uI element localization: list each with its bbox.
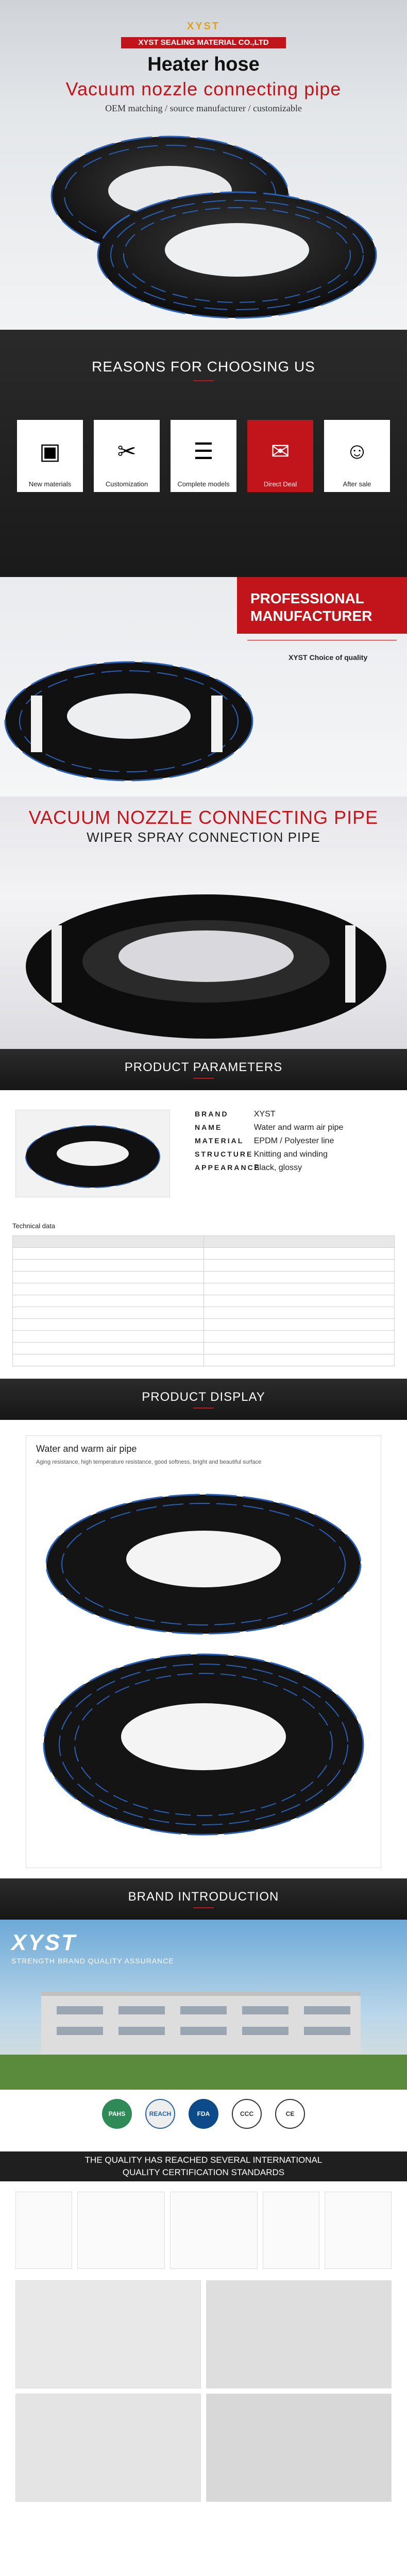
top-coil bbox=[46, 1495, 361, 1634]
hero-title: Heater hose bbox=[147, 54, 260, 75]
hero-banner bbox=[0, 0, 407, 330]
param-key: NAME bbox=[195, 1123, 223, 1131]
certificate-document bbox=[263, 2192, 319, 2269]
vacuum-nozzle-section bbox=[0, 796, 407, 1049]
brand-introduction-header bbox=[0, 1878, 407, 1920]
hose-roll-image bbox=[10, 848, 397, 1044]
param-key: APPEARANCE bbox=[195, 1163, 261, 1172]
reasons-section bbox=[0, 330, 407, 577]
hose-coil-image bbox=[0, 639, 268, 788]
param-row-brand bbox=[195, 1109, 276, 1119]
product-parameters-section bbox=[0, 1090, 407, 1379]
table-row bbox=[13, 1283, 395, 1295]
hero-tagline: OEM matching / source manufacturer / customizable bbox=[105, 103, 302, 113]
brand-introduction-title: BRAND INTRODUCTION bbox=[128, 1890, 279, 1904]
quality-certification-banner bbox=[0, 2151, 407, 2181]
product-parameters-header bbox=[0, 1049, 407, 1090]
professional-line1: PROFESSIONAL bbox=[250, 590, 364, 606]
brand-slogan: STRENGTH BRAND QUALITY ASSURANCE bbox=[11, 1957, 174, 1965]
table-row bbox=[13, 1319, 395, 1331]
param-row-material bbox=[195, 1136, 334, 1146]
table-row bbox=[13, 1354, 395, 1366]
reason-card-after-sale bbox=[324, 420, 390, 492]
param-key: STRUCTURE bbox=[195, 1150, 253, 1158]
tools-icon: ✂ bbox=[117, 438, 137, 464]
product-display-title: PRODUCT DISPLAY bbox=[142, 1390, 265, 1404]
warehouse-photo bbox=[206, 2394, 392, 2502]
reason-card-complete-models bbox=[171, 420, 236, 492]
reason-label: Complete models bbox=[177, 480, 230, 488]
quality-line1: THE QUALITY HAS REACHED SEVERAL INTERNATIONAL bbox=[84, 2155, 323, 2165]
table-row bbox=[13, 1343, 395, 1354]
workshop-photo bbox=[206, 2280, 392, 2388]
reason-label: Direct Deal bbox=[263, 480, 297, 488]
table-row bbox=[13, 1307, 395, 1319]
param-row-name bbox=[195, 1122, 343, 1132]
table-row bbox=[13, 1295, 395, 1307]
vacuum-title: VACUUM NOZZLE CONNECTING PIPE bbox=[28, 807, 379, 828]
certificate-document bbox=[77, 2192, 165, 2269]
certificate-document bbox=[325, 2192, 392, 2269]
professional-band bbox=[237, 577, 407, 634]
reach-cert-icon: REACH bbox=[145, 2099, 175, 2129]
pahs-cert-icon: PAHS bbox=[102, 2099, 132, 2129]
reasons-title: REASONS FOR CHOOSING US bbox=[92, 359, 315, 375]
certification-icons bbox=[0, 2099, 407, 2140]
reasons-icon-row bbox=[17, 420, 390, 492]
certificate-document bbox=[15, 2192, 72, 2269]
table-row bbox=[13, 1272, 395, 1283]
factory-building bbox=[41, 1992, 361, 2054]
professional-manufacturer-section bbox=[0, 577, 407, 796]
professional-line2: MANUFACTURER bbox=[250, 608, 372, 624]
front-coil bbox=[98, 192, 376, 318]
checklist-icon: ☰ bbox=[193, 438, 214, 464]
table-row bbox=[13, 1331, 395, 1343]
focus-line bbox=[247, 638, 397, 640]
product-parameters-title: PRODUCT PARAMETERS bbox=[124, 1060, 283, 1074]
table-row bbox=[13, 1260, 395, 1272]
param-value: Black, glossy bbox=[253, 1163, 302, 1172]
brand-logo-row bbox=[0, 21, 407, 32]
param-key: BRAND bbox=[195, 1110, 229, 1118]
title-divider bbox=[193, 1907, 214, 1908]
title-divider bbox=[193, 1408, 214, 1409]
ce-cert-icon: CE bbox=[275, 2099, 305, 2129]
quality-line2: QUALITY CERTIFICATION STANDARDS bbox=[122, 2167, 285, 2177]
param-row-structure bbox=[195, 1149, 328, 1159]
workshop-photo bbox=[15, 2280, 201, 2388]
box-icon: ▣ bbox=[39, 438, 61, 464]
param-value: EPDM / Polyester line bbox=[253, 1137, 334, 1145]
reason-label: After sale bbox=[343, 480, 371, 488]
ccc-cert-icon: CCC bbox=[232, 2099, 262, 2129]
table-row bbox=[13, 1236, 395, 1248]
reason-card-new-materials bbox=[17, 420, 83, 492]
fda-cert-icon: FDA bbox=[189, 2099, 218, 2129]
product-display-header bbox=[0, 1379, 407, 1420]
reason-card-customization bbox=[94, 420, 160, 492]
user-icon: ☺ bbox=[345, 438, 369, 464]
display-card-subtitle: Aging resistance, high temperature resistance, good softness, bright and beautiful surface bbox=[36, 1459, 262, 1465]
brand-logo: XYST bbox=[11, 1930, 77, 1955]
warehouse-photo bbox=[15, 2394, 201, 2502]
certificate-document bbox=[170, 2192, 258, 2269]
brand-logo: XYST bbox=[186, 21, 221, 32]
display-card-title: Water and warm air pipe bbox=[36, 1444, 137, 1454]
hose-coils-image bbox=[15, 118, 392, 325]
title-divider bbox=[193, 1078, 214, 1079]
vacuum-subtitle: WIPER SPRAY CONNECTION PIPE bbox=[87, 829, 320, 845]
hero-subtitle: Vacuum nozzle connecting pipe bbox=[65, 78, 342, 99]
reason-label: New materials bbox=[28, 480, 72, 488]
param-value: XYST bbox=[253, 1110, 276, 1118]
product-display-section bbox=[0, 1420, 407, 1878]
param-key: MATERIAL bbox=[195, 1137, 244, 1145]
title-divider bbox=[193, 380, 214, 381]
param-value: Knitting and winding bbox=[253, 1150, 328, 1159]
product-photo bbox=[15, 1110, 170, 1197]
brand-introduction-section bbox=[0, 1920, 407, 2512]
company-name-badge: XYST SEALING MATERIAL CO.,LTD bbox=[121, 37, 286, 48]
gift-icon: ✉ bbox=[270, 438, 290, 464]
param-value: Water and warm air pipe bbox=[253, 1123, 344, 1132]
xyst-choice-of-quality: XYST Choice of quality bbox=[289, 653, 368, 662]
factory-lawn bbox=[0, 2055, 407, 2090]
technical-data-title: Technical data bbox=[12, 1222, 56, 1230]
technical-data-table bbox=[12, 1235, 395, 1366]
param-row-appearance bbox=[195, 1162, 302, 1173]
hose-coils-stack-image bbox=[36, 1477, 371, 1858]
reason-card-direct-deal bbox=[247, 420, 313, 492]
reason-label: Customization bbox=[105, 480, 148, 488]
bottom-coil bbox=[44, 1654, 363, 1835]
table-row bbox=[13, 1248, 395, 1260]
